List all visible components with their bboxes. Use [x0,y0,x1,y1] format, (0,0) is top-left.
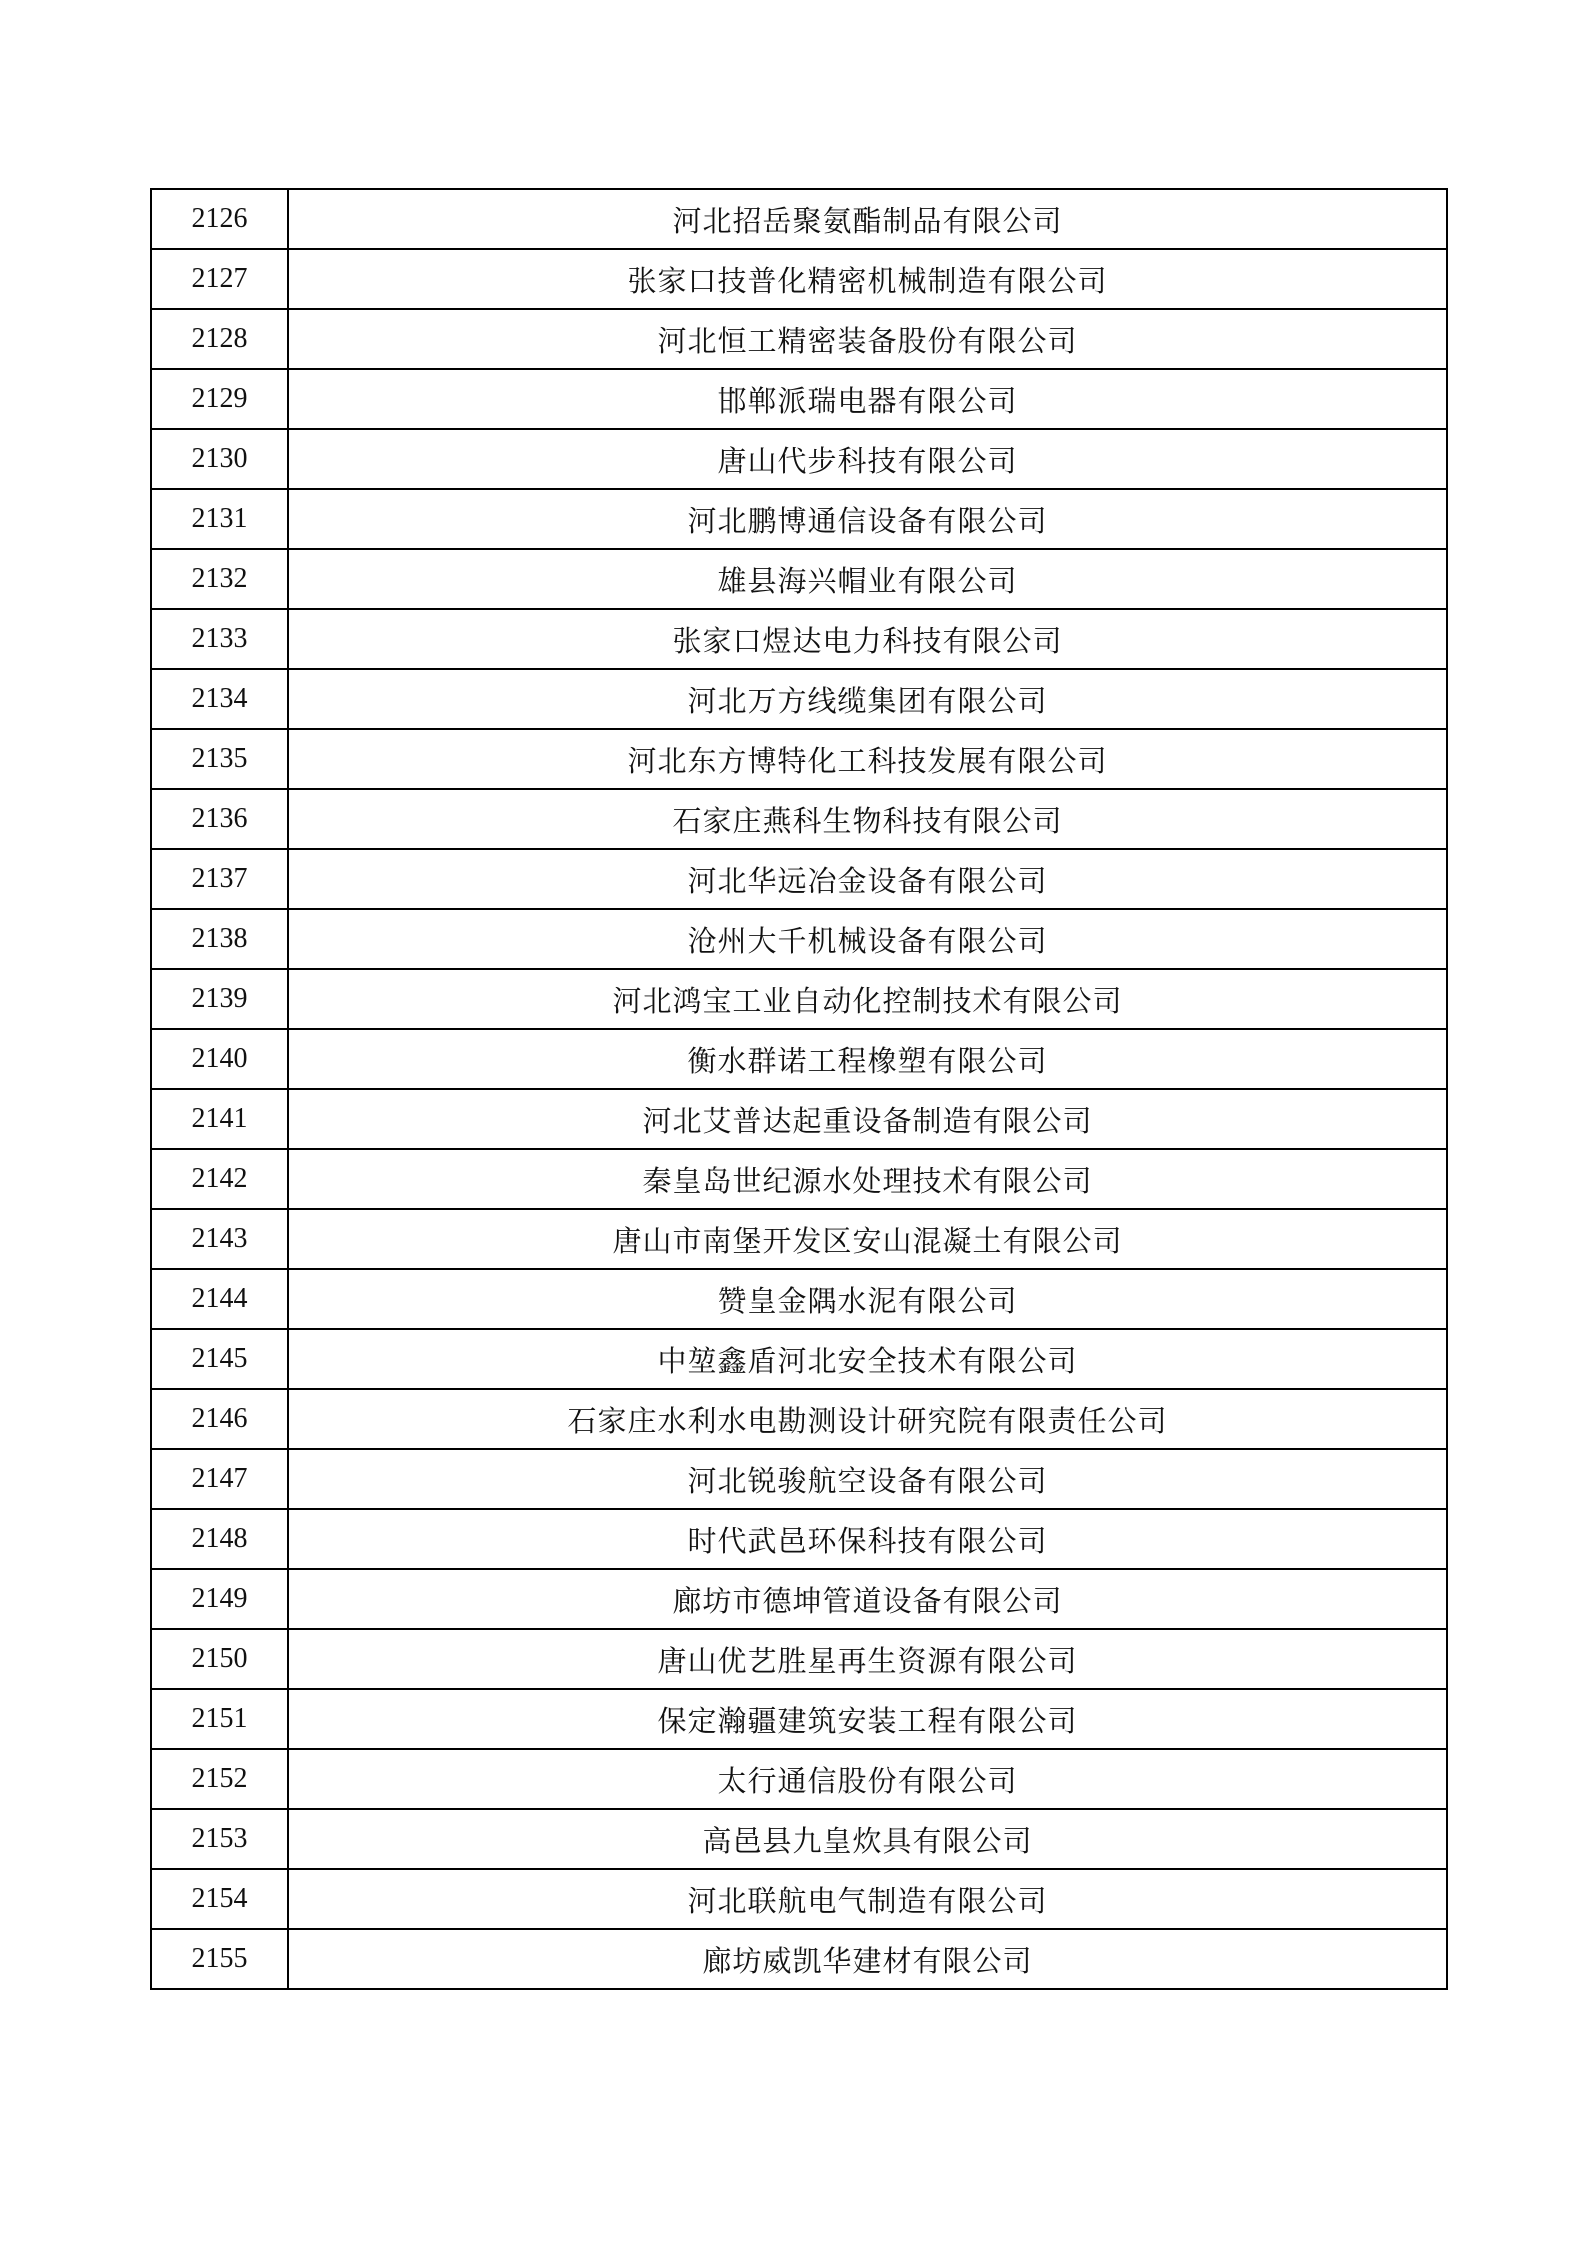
table-row [151,1209,1447,1269]
row-number: 2136 [151,789,288,849]
row-number: 2143 [151,1209,288,1269]
row-number: 2152 [151,1749,288,1809]
row-number: 2131 [151,489,288,549]
row-number: 2126 [151,189,288,249]
company-name: 雄县海兴帽业有限公司 [288,549,1447,609]
row-number: 2147 [151,1449,288,1509]
row-number: 2133 [151,609,288,669]
row-number: 2127 [151,249,288,309]
row-number: 2153 [151,1809,288,1869]
company-name: 唐山代步科技有限公司 [288,429,1447,489]
table-body [151,189,1447,1989]
row-number: 2134 [151,669,288,729]
table-row [151,669,1447,729]
table-row [151,1149,1447,1209]
row-number: 2155 [151,1929,288,1989]
table-row [151,429,1447,489]
table-row [151,1749,1447,1809]
row-number: 2154 [151,1869,288,1929]
company-name: 河北东方博特化工科技发展有限公司 [288,729,1447,789]
company-name: 唐山优艺胜星再生资源有限公司 [288,1629,1447,1689]
table-row [151,789,1447,849]
table-row [151,1689,1447,1749]
row-number: 2132 [151,549,288,609]
company-name: 赞皇金隅水泥有限公司 [288,1269,1447,1329]
table-row [151,909,1447,969]
company-name: 时代武邑环保科技有限公司 [288,1509,1447,1569]
table-row [151,369,1447,429]
table-row [151,549,1447,609]
company-name: 邯郸派瑞电器有限公司 [288,369,1447,429]
table-row [151,609,1447,669]
row-number: 2150 [151,1629,288,1689]
company-name: 河北万方线缆集团有限公司 [288,669,1447,729]
table-row [151,1869,1447,1929]
table-row [151,489,1447,549]
company-list-table [150,188,1448,1990]
company-name: 沧州大千机械设备有限公司 [288,909,1447,969]
row-number: 2128 [151,309,288,369]
table-row [151,1029,1447,1089]
company-name: 河北锐骏航空设备有限公司 [288,1449,1447,1509]
company-name: 太行通信股份有限公司 [288,1749,1447,1809]
row-number: 2130 [151,429,288,489]
company-name: 石家庄燕科生物科技有限公司 [288,789,1447,849]
table-row [151,1389,1447,1449]
company-name: 高邑县九皇炊具有限公司 [288,1809,1447,1869]
table-row [151,1269,1447,1329]
company-name: 张家口煜达电力科技有限公司 [288,609,1447,669]
table-row [151,189,1447,249]
company-name: 唐山市南堡开发区安山混凝土有限公司 [288,1209,1447,1269]
company-name: 衡水群诺工程橡塑有限公司 [288,1029,1447,1089]
company-name: 河北鸿宝工业自动化控制技术有限公司 [288,969,1447,1029]
table-row [151,249,1447,309]
row-number: 2149 [151,1569,288,1629]
company-name: 河北联航电气制造有限公司 [288,1869,1447,1929]
row-number: 2135 [151,729,288,789]
company-name: 张家口技普化精密机械制造有限公司 [288,249,1447,309]
row-number: 2137 [151,849,288,909]
company-name: 秦皇岛世纪源水处理技术有限公司 [288,1149,1447,1209]
row-number: 2146 [151,1389,288,1449]
table-row [151,1089,1447,1149]
table-row [151,1329,1447,1389]
company-name: 河北华远冶金设备有限公司 [288,849,1447,909]
table-row [151,1929,1447,1989]
company-name: 河北艾普达起重设备制造有限公司 [288,1089,1447,1149]
company-name: 河北招岳聚氨酯制品有限公司 [288,189,1447,249]
company-name: 保定瀚疆建筑安装工程有限公司 [288,1689,1447,1749]
company-name: 廊坊威凯华建材有限公司 [288,1929,1447,1989]
row-number: 2129 [151,369,288,429]
row-number: 2145 [151,1329,288,1389]
row-number: 2144 [151,1269,288,1329]
table-row [151,1509,1447,1569]
table-row [151,969,1447,1029]
table-row [151,1809,1447,1869]
table-row [151,849,1447,909]
table-row [151,1449,1447,1509]
row-number: 2140 [151,1029,288,1089]
table-row [151,309,1447,369]
company-name: 河北恒工精密装备股份有限公司 [288,309,1447,369]
company-name: 廊坊市德坤管道设备有限公司 [288,1569,1447,1629]
table-row [151,1629,1447,1689]
row-number: 2142 [151,1149,288,1209]
company-name: 石家庄水利水电勘测设计研究院有限责任公司 [288,1389,1447,1449]
row-number: 2141 [151,1089,288,1149]
table-row [151,729,1447,789]
company-name: 中堃鑫盾河北安全技术有限公司 [288,1329,1447,1389]
row-number: 2151 [151,1689,288,1749]
table-row [151,1569,1447,1629]
row-number: 2139 [151,969,288,1029]
company-name: 河北鹏博通信设备有限公司 [288,489,1447,549]
row-number: 2138 [151,909,288,969]
row-number: 2148 [151,1509,288,1569]
